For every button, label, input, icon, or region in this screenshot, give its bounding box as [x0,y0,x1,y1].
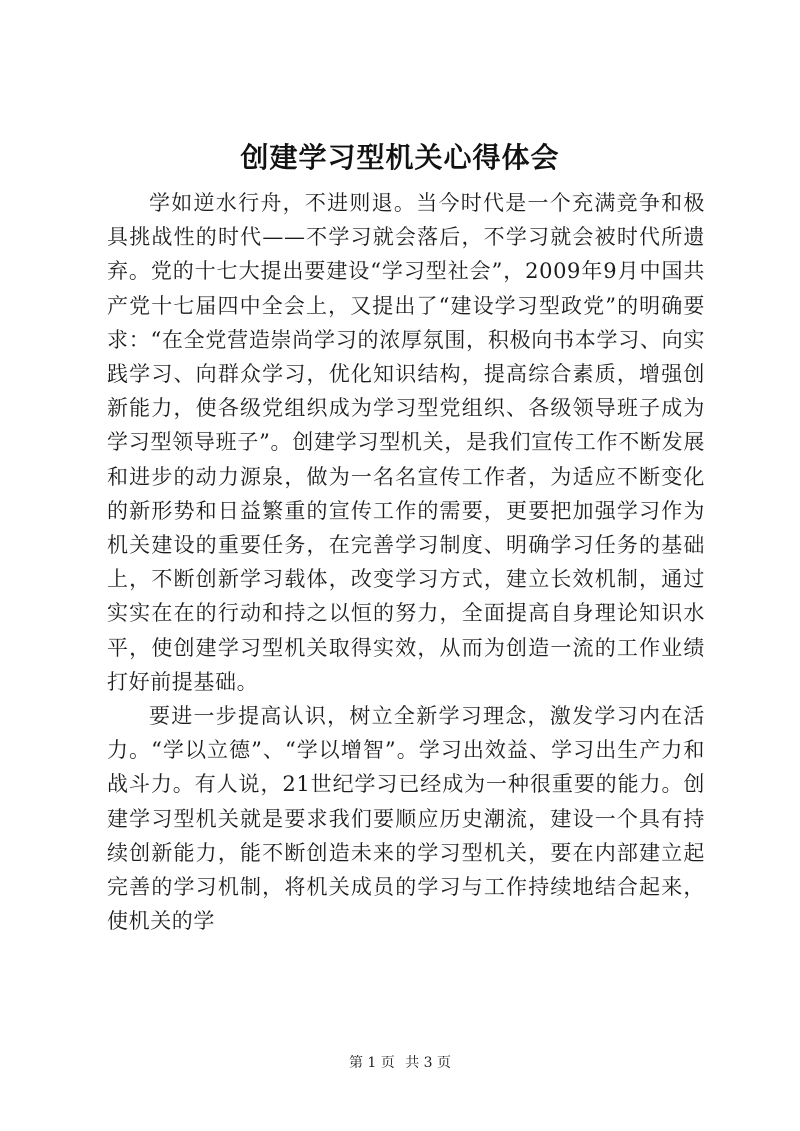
paragraph-2: 要进一步提高认识，树立全新学习理念，激发学习内在活力。“学以立德”、“学以增智”。学习出效益、学习出生产力和战斗力。有人说，21世纪学习已经成为一种很重要的能力。创建学习型机关就是要求我们要顺应历史潮流，建设一个具有持续创新能力，能不断创造未来的学习型机关，要在内部建立起完善的学习机制，将机关成员的学习与工作持续地结合起来，使机关的学 [107,704,705,934]
document-title: 创建学习型机关心得体会 [240,141,560,174]
page-total: 共 3 页 [405,1055,452,1071]
page-number: 第 1 页 [348,1055,395,1071]
paragraph-1: 学如逆水行舟，不进则退。当今时代是一个充满竞争和极具挑战性的时代——不学习就会落后，不学习就会被时代所遗弃。党的十七大提出要建设“学习型社会”，2009年9月中国共产党十七届四中全会上，又提出了“建设学习型政党”的明确要求：“在全党营造崇尚学习的浓厚氛围，积极向书本学习、向实践学习、向群众学习，优化知识结构，提高综合素质，增强创新能力，使各级党组织成为学习型党组织、各级领导班子成为学习型领导班子”。创建学习型机关，是我们宣传工作不断发展和进步的动力源泉，做为一名名宣传工作者，为适应不断变化的新形势和日益繁重的宣传工作的需要，更要把加强学习作为机关建设的重要任务，在完善学习制度、明确学习任务的基础上，不断创新学习载体，改变学习方式，建立长效机制，通过实实在在的行动和持之以恒的努力，全面提高自身理论知识水平，使创建学习型机关取得实效，从而为创造一流的工作业绩打好前提基础。 [107,191,705,694]
document-body [107,186,705,938]
page-footer [0,1053,800,1073]
